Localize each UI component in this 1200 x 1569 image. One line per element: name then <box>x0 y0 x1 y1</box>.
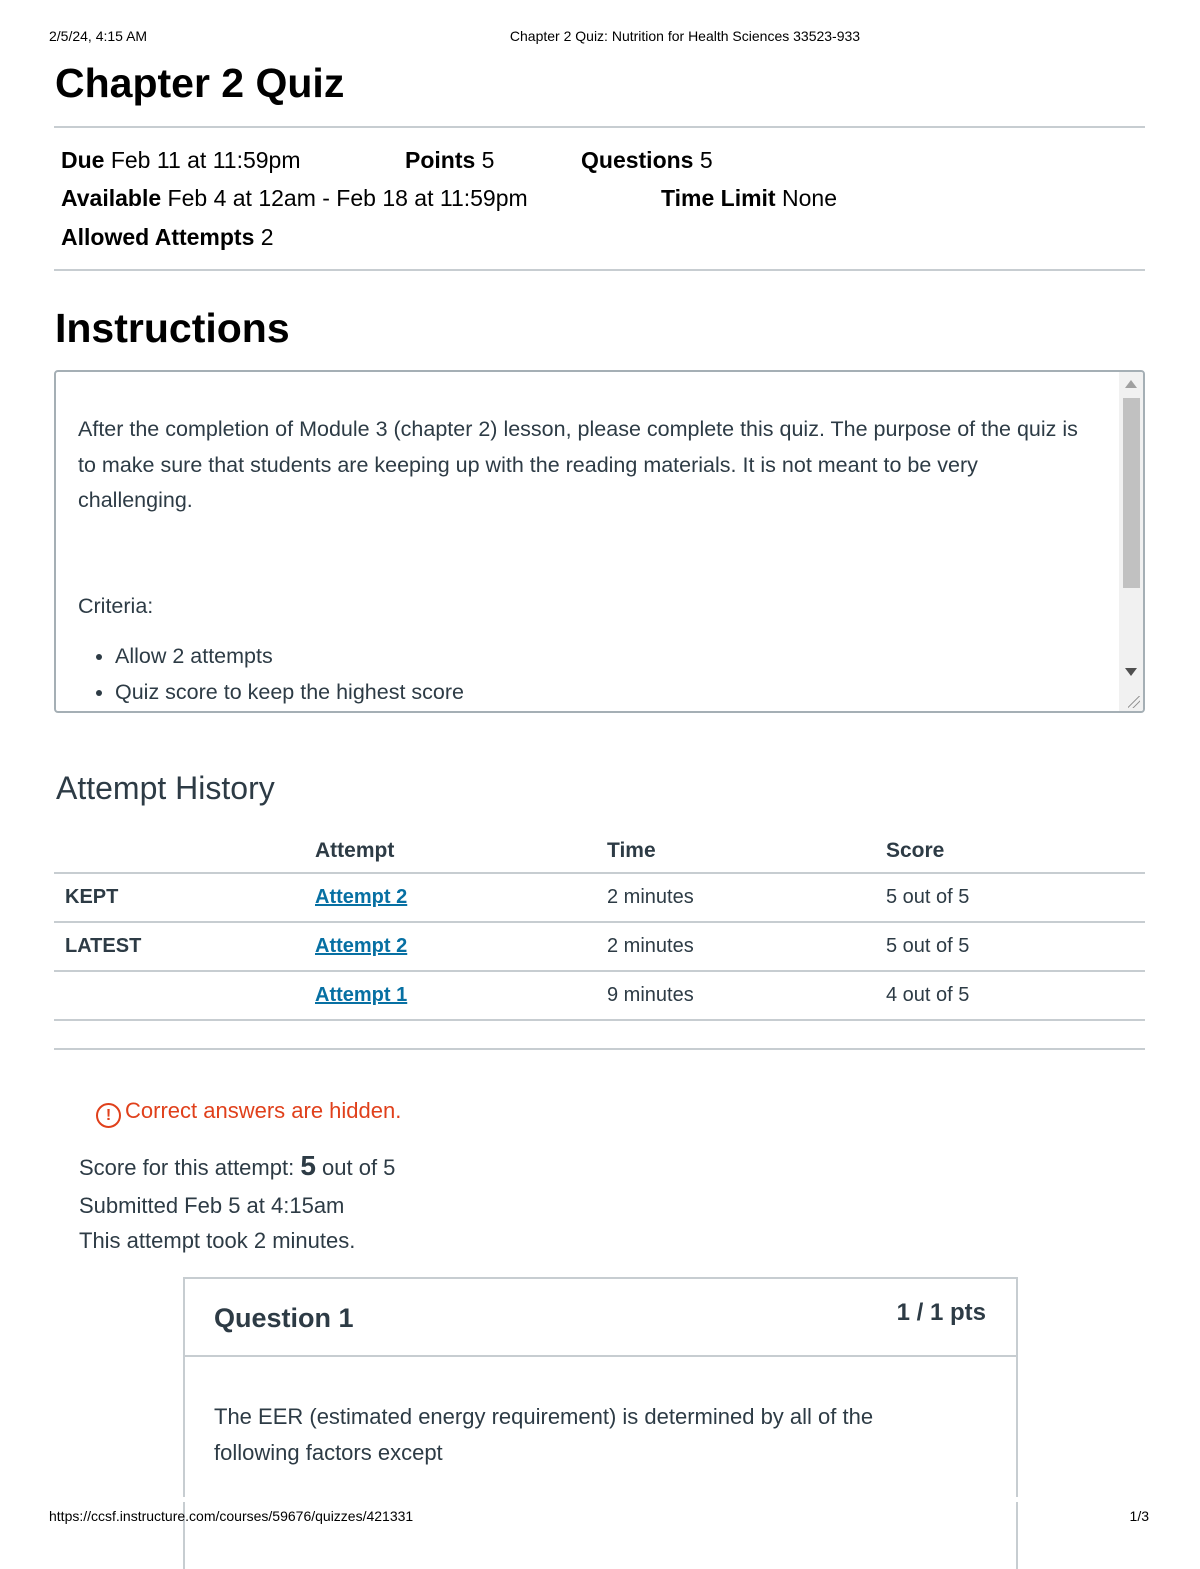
answers-hidden-notice <box>96 1098 401 1128</box>
attempt-link[interactable]: Attempt 2 <box>315 886 408 908</box>
points-value: 5 <box>481 147 495 173</box>
print-datetime: 2/5/24, 4:15 AM <box>49 28 148 44</box>
table-row <box>54 873 1145 922</box>
warning-icon: ! <box>96 1103 121 1128</box>
available-value: Feb 4 at 12am - Feb 18 at 11:59pm <box>167 185 528 211</box>
questions-value: 5 <box>699 147 713 173</box>
score-prefix: Score for this attempt: <box>79 1155 295 1180</box>
instructions-paragraph: After the completion of Module 3 (chapter 2) lesson, please complete this quiz. The purpose of the quiz is to make sure that students are keeping up with the reading materials. It is not meant to be very challenging. <box>78 417 1078 512</box>
column-header-attempt: Attempt <box>315 830 607 873</box>
print-header <box>0 28 1200 48</box>
page-title: Chapter 2 Quiz <box>55 60 345 106</box>
attempt-link[interactable]: Attempt 2 <box>315 935 408 957</box>
score-value: 5 <box>300 1150 316 1181</box>
attempt-tag: KEPT <box>54 873 315 922</box>
time-limit-item <box>661 185 837 212</box>
question-title: Question 1 <box>214 1303 354 1333</box>
instructions-box[interactable] <box>54 370 1145 713</box>
due-label: Due <box>61 147 105 173</box>
criteria-list <box>78 639 1088 710</box>
instructions-content <box>78 412 1088 710</box>
attempt-tag: LATEST <box>54 922 315 971</box>
scroll-up-arrow-icon[interactable] <box>1125 380 1137 388</box>
attempt-cell <box>315 922 607 971</box>
print-page-number: 1/3 <box>1129 1508 1149 1524</box>
score-cell: 5 out of 5 <box>886 922 1145 971</box>
attempt-cell <box>315 873 607 922</box>
scrollbar[interactable] <box>1119 372 1143 711</box>
criteria-item: • Allow 2 attempts <box>115 639 1088 675</box>
submitted-time: Submitted Feb 5 at 4:15am <box>79 1193 345 1218</box>
attempts-item <box>61 224 274 251</box>
resize-grip-icon[interactable] <box>1128 696 1140 708</box>
column-header-score: Score <box>886 830 1145 873</box>
question-text: The EER (estimated energy requirement) is determined by all of the following factors except <box>214 1404 874 1465</box>
instructions-heading: Instructions <box>55 305 290 351</box>
attempt-cell <box>315 971 607 1020</box>
attempt-history-heading: Attempt History <box>56 770 275 806</box>
score-cell: 4 out of 5 <box>886 971 1145 1020</box>
points-label: Points <box>405 147 476 173</box>
quiz-meta-row-1 <box>61 147 713 174</box>
criteria-label: Criteria: <box>78 593 154 618</box>
due-value: Feb 11 at 11:59pm <box>110 147 301 173</box>
time-limit-label: Time Limit <box>661 185 776 211</box>
attempt-tag <box>54 971 315 1020</box>
question-points: 1 / 1 pts <box>896 1299 986 1326</box>
available-item <box>61 185 661 212</box>
time-cell: 2 minutes <box>607 873 886 922</box>
attempt-score <box>79 1150 395 1182</box>
attempt-history-table <box>54 830 1145 1021</box>
table-header-row <box>54 830 1145 873</box>
column-header-tag <box>54 830 315 873</box>
question-header <box>185 1279 1016 1357</box>
score-cell: 5 out of 5 <box>886 873 1145 922</box>
time-limit-value: None <box>782 185 837 211</box>
scroll-down-arrow-icon[interactable] <box>1125 668 1137 676</box>
scroll-thumb[interactable] <box>1123 398 1140 588</box>
print-url: https://ccsf.instructure.com/courses/59676/quizzes/421331 <box>49 1508 414 1524</box>
questions-item <box>581 147 713 174</box>
questions-label: Questions <box>581 147 694 173</box>
print-doc-title: Chapter 2 Quiz: Nutrition for Health Sciences 33523-933 <box>509 28 861 44</box>
divider <box>54 269 1145 271</box>
score-suffix: out of 5 <box>322 1155 396 1180</box>
column-header-time: Time <box>607 830 886 873</box>
quiz-meta-row-2 <box>61 185 837 212</box>
time-cell: 9 minutes <box>607 971 886 1020</box>
print-footer <box>0 1508 1200 1528</box>
attempts-label: Allowed Attempts <box>61 224 255 250</box>
divider <box>54 126 1145 128</box>
quiz-meta-row-3 <box>61 224 274 251</box>
due-item <box>61 147 405 174</box>
time-cell: 2 minutes <box>607 922 886 971</box>
attempt-duration: This attempt took 2 minutes. <box>79 1228 356 1253</box>
answers-hidden-text: Correct answers are hidden. <box>125 1098 402 1123</box>
available-label: Available <box>61 185 162 211</box>
divider <box>54 1048 1145 1050</box>
criteria-item: • Quiz score to keep the highest score <box>115 675 1088 711</box>
table-row <box>54 922 1145 971</box>
attempts-value: 2 <box>260 224 274 250</box>
attempt-link[interactable]: Attempt 1 <box>315 984 408 1006</box>
points-item <box>405 147 581 174</box>
table-row <box>54 971 1145 1020</box>
page-break <box>170 1497 1030 1502</box>
